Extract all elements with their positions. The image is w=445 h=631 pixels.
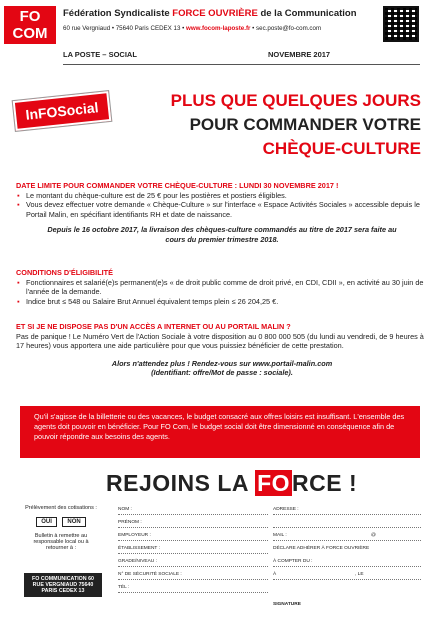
membership-declaration: DÉCLARE ADHÉRER À FORCE OUVRIÈRE — [273, 546, 370, 551]
return-address-box: FO COMMUNICATION 60 RUE VERGNIAUD 75640 PARIS CEDEX 13 — [24, 573, 102, 597]
grade-field[interactable]: GRADE/NIVEAU : — [118, 559, 268, 567]
return-note: Bulletin à remettre au responsable local ou à retourner à : — [33, 533, 89, 551]
department-label: LA POSTE – SOCIAL — [63, 50, 137, 59]
address-field[interactable]: ADRESSE : — [273, 507, 421, 515]
list-item: ▪ Indice brut ≤ 548 ou Salaire Brut Annuel équivalent temps plein ≤ 26 204,25 €. — [26, 297, 428, 307]
org-prefix: Fédération Syndicaliste — [63, 8, 173, 19]
email-at-sign: @ — [371, 533, 376, 538]
eligibility-list — [16, 278, 428, 307]
header-divider — [63, 64, 420, 65]
portal-credentials: (Identifiant: offre/Mot de passe : sociale). — [151, 368, 293, 377]
list-item: ▪ Fonctionnaires et salarié(e)s permanent(e)s « de droit public comme de droit privé, en CDI, CDII », en activité au 30 juin de l'année de la demande. — [26, 278, 428, 297]
last-name-field[interactable]: NOM : — [118, 507, 268, 515]
logo-line-1: FO — [19, 8, 41, 25]
email-field[interactable] — [273, 533, 421, 541]
title-line-2: POUR COMMANDER VOTRE — [189, 115, 421, 134]
portal-cta[interactable]: Alors n'attendez plus ! Rendez-vous sur www.portail-malin.com — [111, 358, 333, 368]
no-checkbox[interactable]: NON — [62, 517, 85, 527]
email-label: MAIL : — [273, 533, 287, 538]
no-internet-section — [16, 322, 428, 378]
fo-com-logo — [4, 6, 56, 44]
employer-field[interactable]: EMPLOYEUR : — [118, 533, 268, 541]
phone-field[interactable]: TÉL : — [118, 585, 268, 593]
place-date-field[interactable] — [273, 572, 421, 580]
deadline-heading: DATE LIMITE POUR COMMANDER VOTRE CHÈQUE-CULTURE : LUNDI 30 NOVEMBRE 2017 ! — [16, 181, 339, 190]
date-label: , LE — [355, 572, 364, 577]
address-field-line-2[interactable] — [273, 520, 421, 528]
organization-name — [63, 8, 363, 19]
membership-options — [22, 505, 100, 551]
dues-label: Prélèvement des cotisations : — [25, 505, 97, 511]
place-label: À — [273, 572, 277, 577]
issue-date: NOVEMBRE 2017 — [268, 50, 331, 59]
deadline-section — [16, 181, 428, 244]
social-security-field[interactable]: N° DE SÉCURITÉ SOCIALE : — [118, 572, 268, 580]
no-internet-heading: ET SI JE NE DISPOSE PAS D'UN ACCÈS A INTERNET OU AU PORTAIL MALIN ? — [16, 322, 291, 331]
list-item: ▪ Le montant du chèque-culture est de 25 € pour les postières et postiers éligibles. — [26, 191, 428, 201]
start-date-field[interactable]: À COMPTER DU : — [273, 559, 421, 567]
deadline-list — [16, 191, 428, 220]
logo-line-2: COM — [12, 25, 48, 42]
no-internet-body: Pas de panique ! Le Numéro Vert de l'Action Sociale à votre disposition au 0 800 000 505 (du lundi au vendredi, de 9 heures à 17 heures) vous apportera une aide particulière pour que vous puissiez bénéficier de cette prestation. — [16, 331, 424, 350]
qr-code-icon — [383, 6, 419, 42]
join-heading — [106, 470, 366, 497]
signature-label: SIGNATURE — [273, 602, 301, 607]
title-line-1: PLUS QUE QUELQUES JOURS — [170, 91, 421, 110]
join-text-fo: FO — [257, 470, 291, 496]
org-name-red: FORCE OUVRIÈRE — [172, 8, 258, 19]
title-line-3: CHÈQUE-CULTURE — [262, 139, 421, 158]
org-suffix: de la Communication — [257, 8, 357, 19]
join-text-post: RCE ! — [292, 470, 358, 496]
address-text: 60 rue Vergniaud • 75640 Paris CEDEX 13 • — [63, 25, 185, 32]
website-link[interactable]: www.focom-laposte.fr — [186, 25, 251, 32]
first-name-field[interactable]: PRÉNOM : — [118, 520, 268, 528]
eligibility-section — [16, 268, 428, 306]
establishment-field[interactable]: ÉTABLISSEMENT : — [118, 546, 268, 554]
join-text-pre: REJOINS LA — [106, 470, 256, 496]
delivery-note: Depuis le 16 octobre 2017, la livraison des chèques-culture commandés au titre de 2017 sera faite au cours du premier trimestre 2018. — [47, 225, 397, 244]
yes-checkbox[interactable]: OUI — [36, 517, 57, 527]
infosocial-badge: InFOSocial — [13, 91, 112, 131]
budget-callout: Qu'il s'agisse de la billetterie ou des vacances, le budget consacré aux offres loisirs est insuffisant. L'ensemble des agents doit pouvoir en bénéficier. Pour FO Com, le budget social doit être dimensionné en conséquence afin de pouvoir répondre aux besoins des agents. — [20, 406, 420, 458]
organization-address — [63, 25, 363, 32]
list-item: ▪ Vous devez effectuer votre demande « Chèque-Culture » sur l'interface « Espace Activités Sociales » accessible depuis le Portail Malin, en spécifiant identifiants RH et date de naissance. — [26, 200, 428, 219]
email-link[interactable]: • sec.poste@fo-com.com — [252, 25, 322, 32]
eligibility-heading: CONDITIONS D'ÉLIGIBILITÉ — [16, 268, 114, 277]
